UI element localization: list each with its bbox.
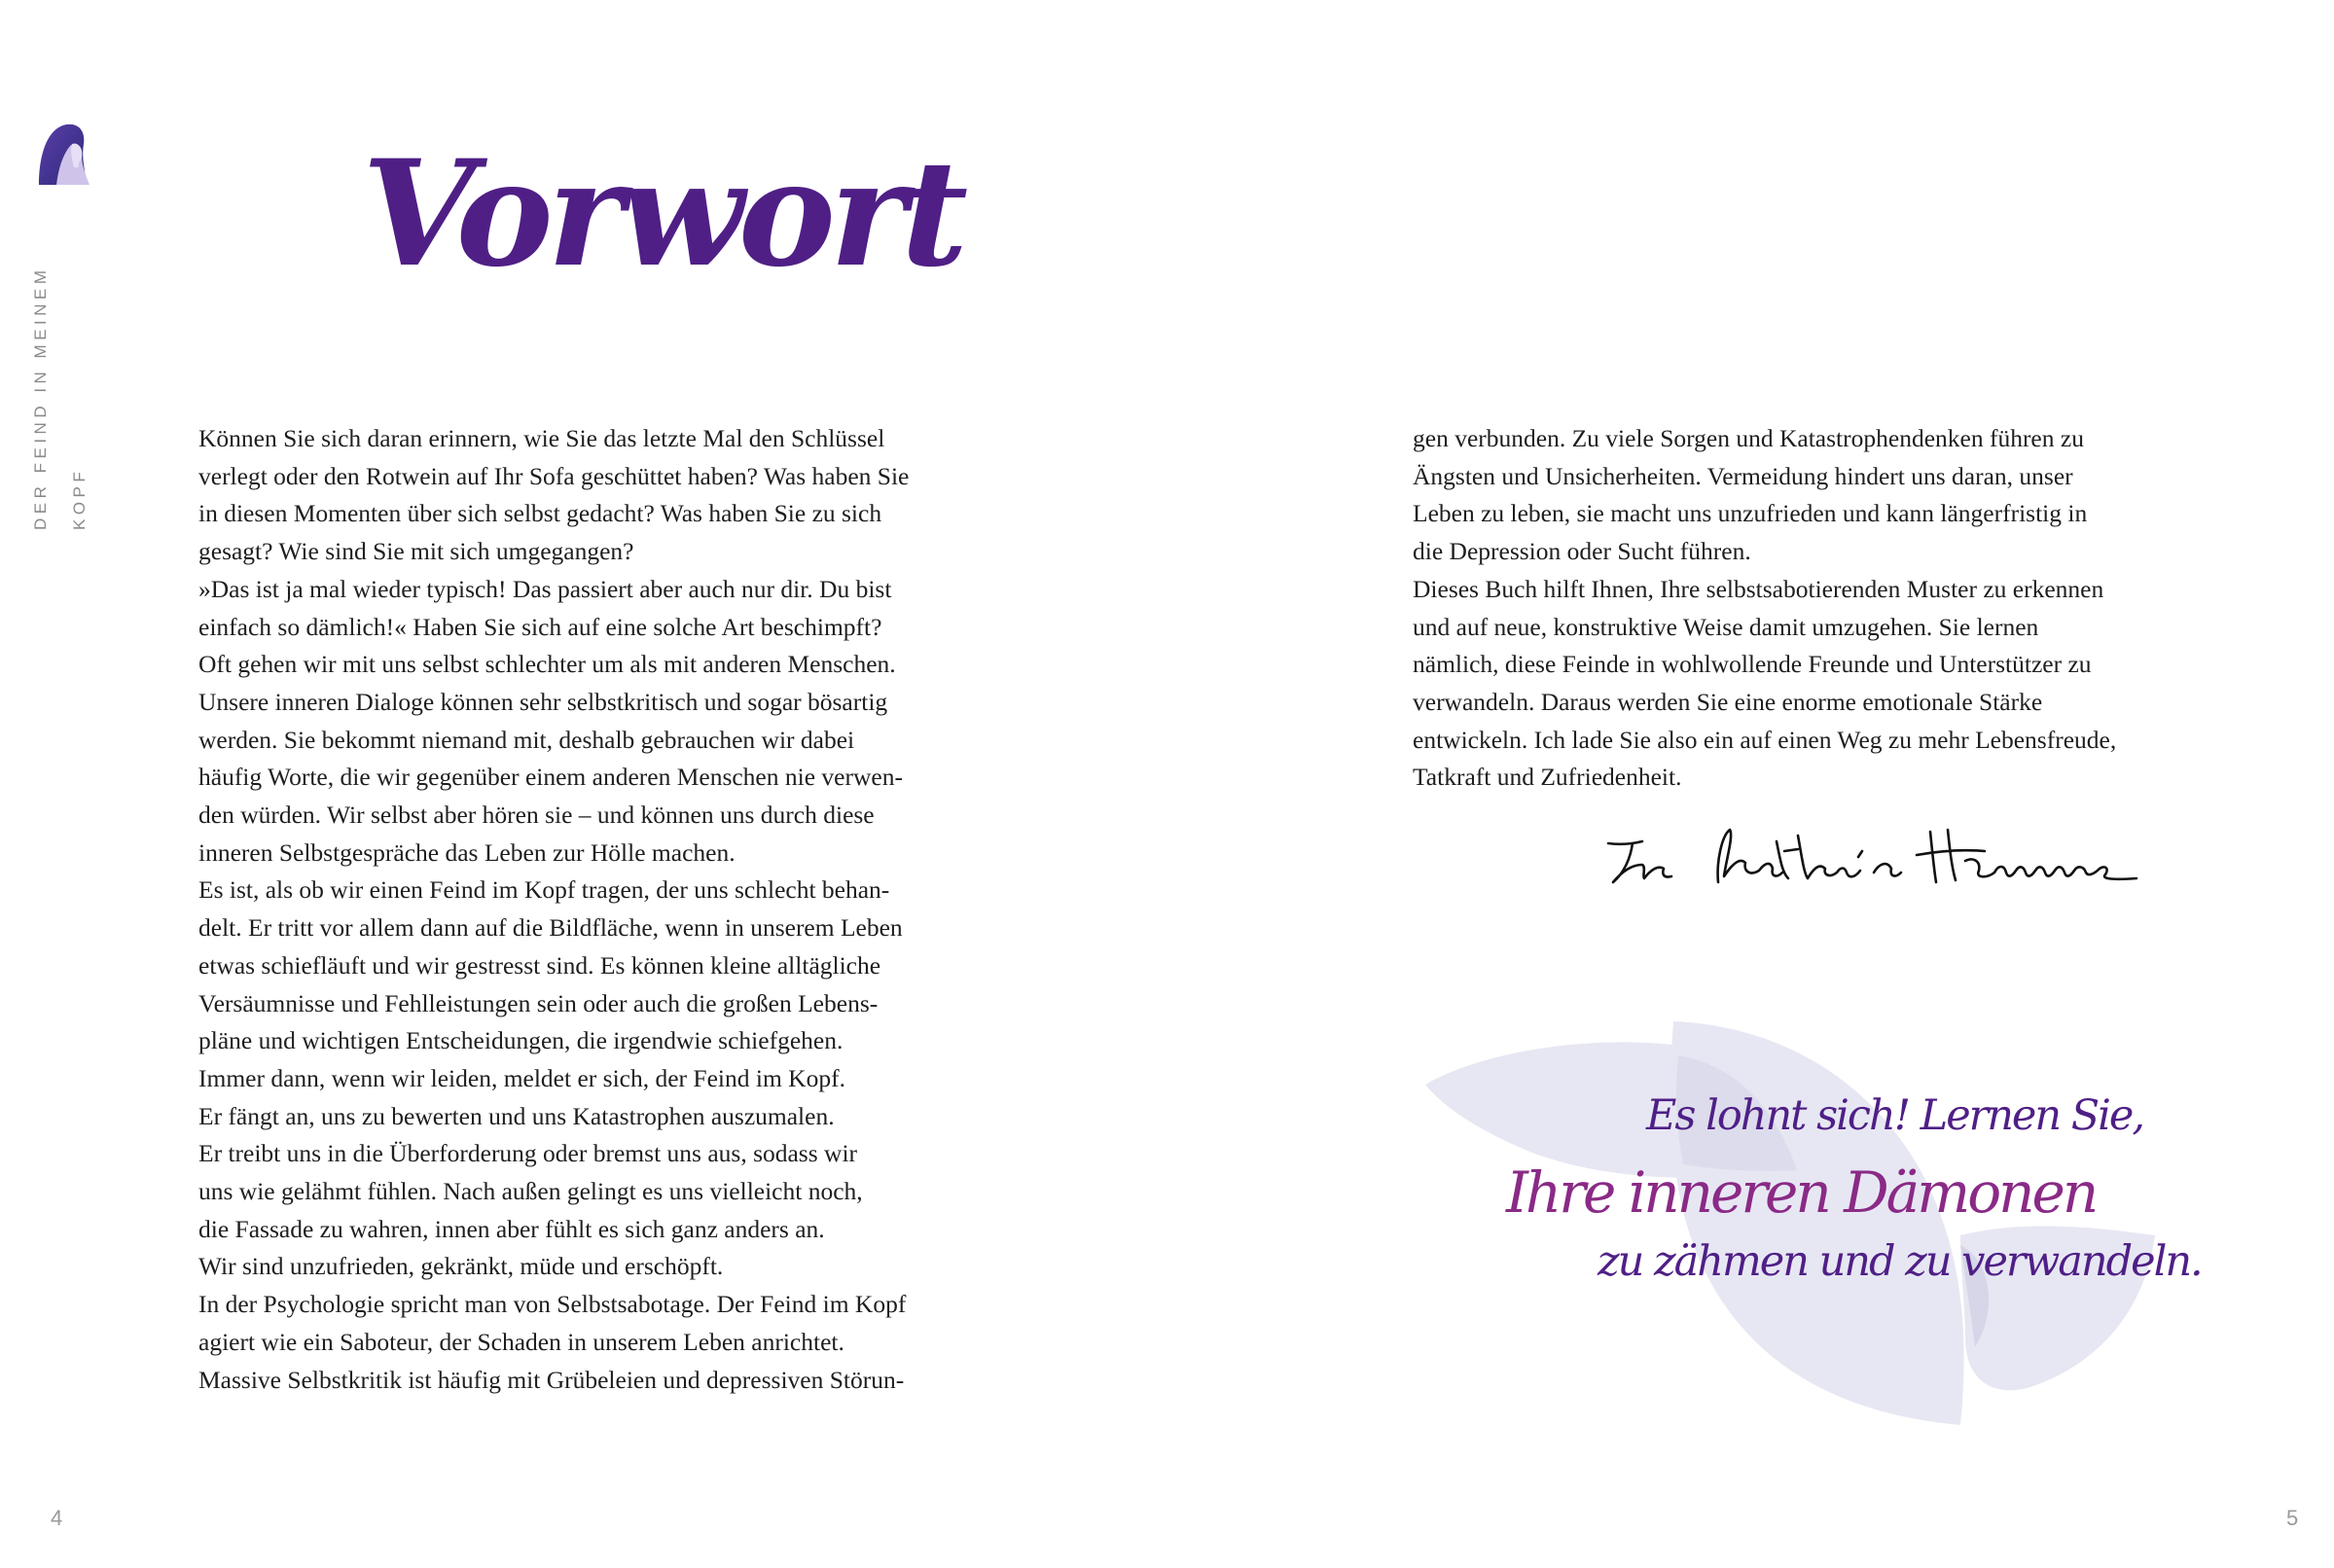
quote-line-1: Es lohnt sich! Lernen Sie, [1646,1091,2144,1140]
handwritten-signature [1603,822,2143,900]
paragraph: Es ist, als ob wir einen Feind im Kopf tragen, der uns schlecht behan- delt. Er tritt vor allem dann auf die Bildfläche, wenn in unserem Leben etwas schiefläuft und wir gestresst sind. Es können kleine alltägliche Versäumnisse und Fehlleistungen sein oder auch die großen Lebens- pläne und wichtigen Entscheidungen, die irgendwie schiefgehen. Immer dann, wenn wir leiden, meldet er sich, der Feind im Kopf. Er fängt an, uns zu bewerten und uns Katastrophen auszumalen. Er treibt uns in die Überforderung oder bremst uns aus, sodass wir uns wie gelähmt fühlen. Nach außen gelingt es uns vielleicht noch, die Fassade zu wahren, innen aber fühlt es sich ganz anders an. Wir sind unzufrieden, gekränkt, müde und erschöpft. [198,875,903,1281]
quote-line-3: zu zähmen und zu verwandeln. [1598,1237,2202,1286]
paragraph: In der Psychologie spricht man von Selbstsabotage. Der Feind im Kopf agiert wie ein Saboteur, der Schaden in unserem Leben anrichtet. Massive Selbstkritik ist häufig mit Grübeleien und depressiven Störun- [198,1290,907,1394]
right-column-text [1413,420,2172,797]
page-number-left: 4 [51,1506,63,1530]
left-column-text [198,420,957,1399]
paragraph: Dieses Buch hilft Ihnen, Ihre selbstsabotierenden Muster zu erkennen und auf neue, konstruktive Weise damit umzugehen. Sie lernen nämlich, diese Feinde in wohlwollende Freunde und Unterstützer zu verwandeln. Daraus werden Sie eine enorme emotionale Stärke entwickeln. Ich lade Sie also ein auf einen Weg zu mehr Lebensfreude, Tatkraft und Zufriedenheit. [1413,574,2117,792]
running-head: DER FEIND IN MEINEM KOPF [31,266,89,530]
chapter-title: Vorwort [362,128,963,300]
paragraph: gen verbunden. Zu viele Sorgen und Katastrophendenken führen zu Ängsten und Unsicherheiten. Vermeidung hindert uns daran, unser Leben zu leben, sie macht uns unzufrieden und kann längerfristig in die Depression oder Sucht führen. [1413,424,2088,566]
quote-line-2: Ihre inneren Dämonen [1506,1159,2097,1226]
paragraph: »Das ist ja mal wieder typisch! Das passiert aber auch nur dir. Du bist einfach so dämlich!« Haben Sie sich auf eine solche Art beschimpft? Oft gehen wir mit uns selbst schlechter um als mit anderen Menschen. Unsere inneren Dialoge können sehr selbstkritisch und sogar bösartig werden. Sie bekommt niemand mit, deshalb gebrauchen wir dabei häufig Worte, die wir gegenüber einem anderen Menschen nie verwen- den würden. Wir selbst aber hören sie – und können uns durch diese inneren Selbstgespräche das Leben zur Hölle machen. [198,574,903,867]
woman-profile-icon [33,117,90,185]
page-number-right: 5 [2286,1506,2299,1530]
paragraph: Können Sie sich daran erinnern, wie Sie das letzte Mal den Schlüssel verlegt oder den Rotwein auf Ihr Sofa geschüttet haben? Was haben Sie in diesen Momenten über sich selbst gedacht? Was haben Sie zu sich gesagt? Wie sind Sie mit sich umgegangen? [198,424,910,566]
